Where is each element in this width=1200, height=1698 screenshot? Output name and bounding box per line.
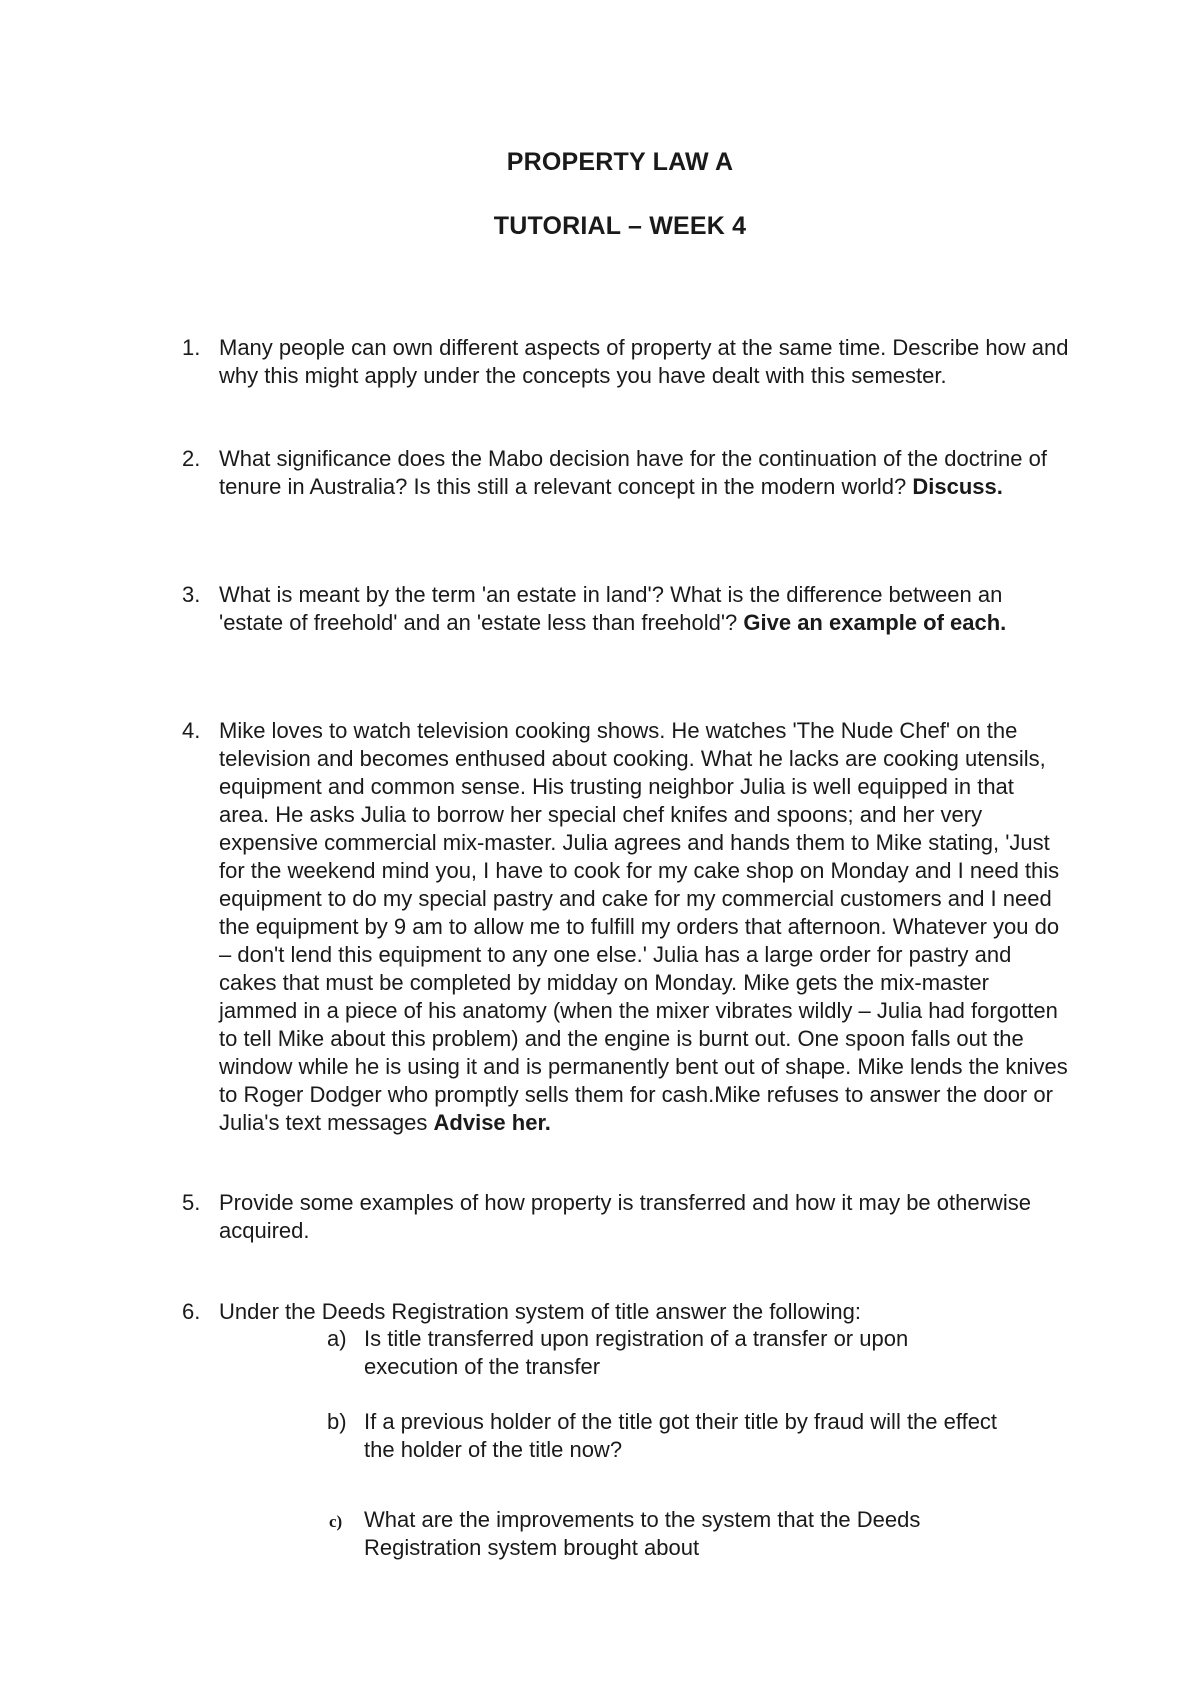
question-body: Provide some examples of how property is transferred and how it may be otherwise acquired.	[219, 1190, 1031, 1243]
question-text	[219, 445, 1069, 501]
question-number: 5.	[182, 1190, 201, 1215]
document-subtitle: TUTORIAL – WEEK 4	[493, 212, 747, 240]
subquestion-text: Is title transferred upon registration of a transfer or upon execution of the transfer	[364, 1326, 909, 1379]
question-text	[219, 581, 1069, 637]
question-body: Many people can own different aspects of property at the same time. Describe how and why this might apply under the concepts you have dealt with this semester.	[219, 335, 1069, 388]
question-text	[219, 1189, 1069, 1245]
question-emphasis: Give an example of each.	[743, 610, 1007, 635]
question-number: 2.	[182, 446, 201, 471]
question-emphasis: Advise her.	[433, 1110, 551, 1135]
subquestion-label: c)	[329, 1512, 343, 1531]
question-body: What is meant by the term 'an estate in land'? What is the difference between an 'estate of freehold' and an 'estate less than freehold'?	[219, 582, 1003, 635]
question-body: Mike loves to watch television cooking shows. He watches 'The Nude Chef' on the television and becomes enthused about cooking. What he lacks are cooking utensils, equipment and common sense. His trusting neighbor Julia is well equipped in that area. He asks Julia to borrow her special chef knifes and spoons; and her very expensive commercial mix-master. Julia agrees and hands them to Mike stating, 'Just for the weekend mind you, I have to cook for my cake shop on Monday and I need this equipment to do my special pastry and cake for my commercial customers and I need the equipment by 9 am to allow me to fulfill my orders that afternoon. Whatever you do – don't lend this equipment to any one else.' Julia has a large order for pastry and cakes that must be completed by midday on Monday. Mike gets the mix-master jammed in a piece of his anatomy (when the mixer vibrates wildly – Julia had forgotten to tell Mike about this problem) and the engine is burnt out. One spoon falls out the window while he is using it and is permanently bent out of shape. Mike lends the knives to Roger Dodger who promptly sells them for cash.Mike refuses to answer the door or Julia's text messages	[219, 718, 1068, 1135]
document-title: PROPERTY LAW A	[506, 148, 734, 176]
question-body: What significance does the Mabo decision have for the continuation of the doctrine of tenure in Australia? Is this still a relevant concept in the modern world?	[219, 446, 1047, 499]
question-text	[219, 717, 1069, 1137]
question-number: 3.	[182, 582, 201, 607]
subquestion-label: a)	[327, 1326, 347, 1351]
question-number: 6.	[182, 1299, 201, 1324]
question-emphasis: Discuss.	[912, 474, 1003, 499]
question-number: 4.	[182, 718, 201, 743]
subquestion-label: b)	[327, 1409, 347, 1434]
question-text	[219, 334, 1069, 390]
subquestion-text: If a previous holder of the title got their title by fraud will the effect the holder of the title now?	[364, 1409, 998, 1462]
question-body: Under the Deeds Registration system of title answer the following:	[219, 1299, 861, 1324]
question-text	[219, 1298, 1069, 1326]
question-number: 1.	[182, 335, 201, 360]
subquestion-text: What are the improvements to the system that the Deeds Registration system brought about	[364, 1507, 921, 1560]
